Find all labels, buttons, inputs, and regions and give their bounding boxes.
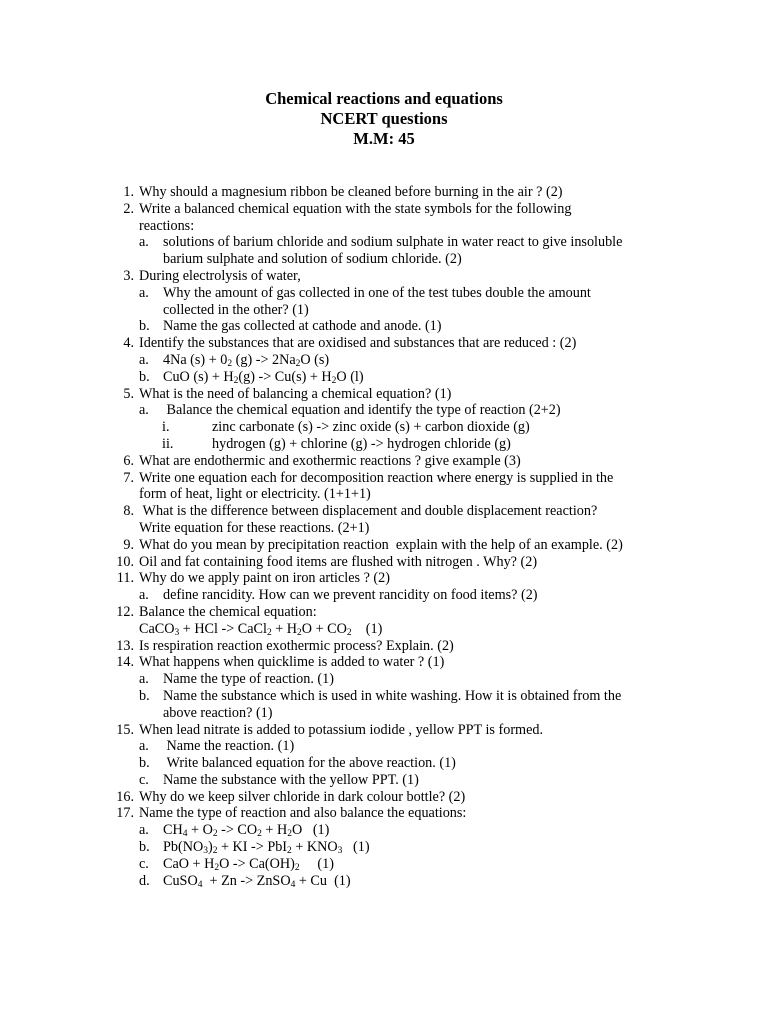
question-item xyxy=(0,503,768,520)
sub-question-continuation xyxy=(0,705,768,722)
item-text: form of heat, light or electricity. (1+1+1) xyxy=(139,486,371,503)
sub-question-item xyxy=(0,688,768,705)
item-text: Balance the chemical equation: xyxy=(139,603,317,620)
question-number: 10. xyxy=(116,553,134,570)
sub-question-item xyxy=(0,671,768,688)
item-text: When lead nitrate is added to potassium iodide , yellow PPT is formed. xyxy=(139,721,544,738)
item-text: Name the substance with the yellow PPT. (1) xyxy=(163,771,419,788)
question-item xyxy=(0,201,768,218)
question-number: 11. xyxy=(116,570,134,587)
item-text: During electrolysis of water, xyxy=(139,267,301,284)
question-item xyxy=(0,604,768,621)
sub-question-item xyxy=(0,318,768,335)
item-text: barium sulphate and solution of sodium chloride. (2) xyxy=(163,251,462,268)
item-text: Why should a magnesium ribbon be cleaned before burning in the air ? (2) xyxy=(139,184,563,200)
item-text: CuO $(s) + H_2(g) -> Cu(s) + H_2O$ (l) xyxy=(163,368,364,386)
item-label: b. xyxy=(139,318,150,335)
question-number: 15. xyxy=(116,721,134,738)
item-text: What do you mean by precipitation reaction explain with the help of an example. (2) xyxy=(139,536,623,553)
item-text: Write one equation each for decomposition reaction where energy is supplied in the xyxy=(139,469,614,486)
item-text: Write balanced equation for the above reaction. (1) xyxy=(163,755,456,772)
item-label: a. xyxy=(139,738,149,755)
question-item xyxy=(0,335,768,352)
question-number: 13. xyxy=(116,637,134,654)
item-label: b. xyxy=(139,368,150,385)
question-item xyxy=(0,789,768,806)
item-label: a. xyxy=(139,351,149,368)
item-text: What are endothermic and exothermic reactions ? give example (3) xyxy=(139,452,521,469)
question-number: 14. xyxy=(116,654,134,671)
question-number: 6. xyxy=(123,452,134,469)
question-list xyxy=(0,184,768,889)
item-label: i. xyxy=(162,419,170,436)
question-item xyxy=(0,654,768,671)
item-text: $Pb(NO_3)_2$ + KI -> $PbI_2 + KNO_3$ (1) xyxy=(163,839,370,857)
question-number: 4. xyxy=(123,335,134,352)
sub-question-item xyxy=(0,587,768,604)
maximum-marks: M.M: 45 xyxy=(353,129,415,148)
question-number: 8. xyxy=(123,503,134,520)
question-continuation xyxy=(0,520,768,537)
sub-question-item xyxy=(0,234,768,251)
item-label: b. xyxy=(139,839,150,856)
question-number: 1. xyxy=(123,184,134,200)
question-item xyxy=(0,722,768,739)
item-text: Why do we apply paint on iron articles ? (2) xyxy=(139,570,390,587)
page-subtitle: NCERT questions xyxy=(320,109,448,128)
item-text: Name the reaction. (1) xyxy=(163,738,295,755)
question-number: 16. xyxy=(116,788,134,805)
item-text: CuSO$_4$ + Zn -> ZnSO$_4$ + Cu (1) xyxy=(163,872,351,890)
question-number: 7. xyxy=(123,469,134,486)
item-text: Why do we keep silver chloride in dark colour bottle? (2) xyxy=(139,788,466,805)
sub-question-continuation xyxy=(0,302,768,319)
question-number: 12. xyxy=(116,603,134,620)
question-item xyxy=(0,570,768,587)
question-number: 17. xyxy=(116,805,134,822)
item-text: zinc carbonate (s) -> zinc oxide (s) + carbon dioxide (g) xyxy=(212,419,530,436)
item-text: above reaction? (1) xyxy=(163,704,273,721)
item-label: c. xyxy=(139,771,149,788)
item-text: Oil and fat containing food items are flushed with nitrogen . Why? (2) xyxy=(139,553,538,570)
question-continuation xyxy=(0,621,768,638)
roman-sub-item xyxy=(0,436,768,453)
item-text: CaO + $H_2O -> Ca(OH)_2$ (1) xyxy=(163,855,334,873)
item-label: ii. xyxy=(162,435,174,452)
item-text: What is the need of balancing a chemical equation? (1) xyxy=(139,385,452,402)
item-label: b. xyxy=(139,755,150,772)
question-item xyxy=(0,537,768,554)
roman-sub-item xyxy=(0,419,768,436)
item-text: What happens when quicklime is added to water ? (1) xyxy=(139,654,445,671)
sub-question-item xyxy=(0,772,768,789)
sub-question-item xyxy=(0,369,768,386)
item-label: a. xyxy=(139,671,149,688)
item-label: b. xyxy=(139,687,150,704)
sub-question-item xyxy=(0,738,768,755)
item-text: CaCO$_3$ + HCl -> CaCl$_2$ + $H_2O + CO_2$ (1) xyxy=(139,620,383,638)
sub-question-item xyxy=(0,402,768,419)
item-text: Name the gas collected at cathode and anode. (1) xyxy=(163,318,442,335)
item-text: $CH_4 + O_2 -> CO_2 + H_2O$ (1) xyxy=(163,822,330,840)
question-item xyxy=(0,386,768,403)
question-item xyxy=(0,638,768,655)
item-text: Why the amount of gas collected in one of the test tubes double the amount xyxy=(163,284,591,301)
question-item xyxy=(0,453,768,470)
sub-question-item xyxy=(0,856,768,873)
item-text: Write a balanced chemical equation with the state symbols for the following xyxy=(139,200,572,217)
item-text: hydrogen (g) + chlorine (g) -> hydrogen chloride (g) xyxy=(212,435,511,452)
question-continuation xyxy=(0,218,768,235)
question-item xyxy=(0,184,768,201)
question-number: 5. xyxy=(123,385,134,402)
sub-question-item xyxy=(0,352,768,369)
item-text: Name the type of reaction and also balance the equations: xyxy=(139,805,467,822)
item-label: a. xyxy=(139,822,149,839)
question-item xyxy=(0,805,768,822)
item-text: Balance the chemical equation and identify the type of reaction (2+2) xyxy=(163,402,561,419)
question-number: 3. xyxy=(123,267,134,284)
item-label: a. xyxy=(139,234,149,251)
item-text: define rancidity. How can we prevent rancidity on food items? (2) xyxy=(163,587,538,604)
sub-question-continuation xyxy=(0,251,768,268)
sub-question-item xyxy=(0,839,768,856)
item-text: reactions: xyxy=(139,217,195,234)
item-text: What is the difference between displacement and double displacement reaction? xyxy=(139,503,598,520)
item-label: a. xyxy=(139,402,149,419)
item-text: solutions of barium chloride and sodium sulphate in water react to give insoluble xyxy=(163,234,623,251)
sub-question-item xyxy=(0,755,768,772)
sub-question-item xyxy=(0,873,768,890)
question-continuation xyxy=(0,486,768,503)
item-text: Name the type of reaction. (1) xyxy=(163,671,334,688)
header xyxy=(0,89,768,149)
question-number: 2. xyxy=(123,200,134,217)
item-text: collected in the other? (1) xyxy=(163,301,309,318)
item-label: a. xyxy=(139,587,149,604)
item-text: Write equation for these reactions. (2+1) xyxy=(139,519,370,536)
item-text: Name the substance which is used in white washing. How it is obtained from the xyxy=(163,687,622,704)
sub-question-item xyxy=(0,285,768,302)
question-number: 9. xyxy=(123,536,134,553)
page-title: Chemical reactions and equations xyxy=(265,89,503,108)
question-item xyxy=(0,268,768,285)
item-text: 4Na $(s) + 0_2$ $(g) -> 2Na_2O$ (s) xyxy=(163,351,330,369)
item-text: Is respiration reaction exothermic process? Explain. (2) xyxy=(139,637,454,654)
sub-question-item xyxy=(0,822,768,839)
question-item xyxy=(0,470,768,487)
question-item xyxy=(0,554,768,571)
item-label: c. xyxy=(139,855,149,872)
item-label: a. xyxy=(139,284,149,301)
item-text: Identify the substances that are oxidised and substances that are reduced : (2) xyxy=(139,335,577,352)
item-label: d. xyxy=(139,872,150,889)
